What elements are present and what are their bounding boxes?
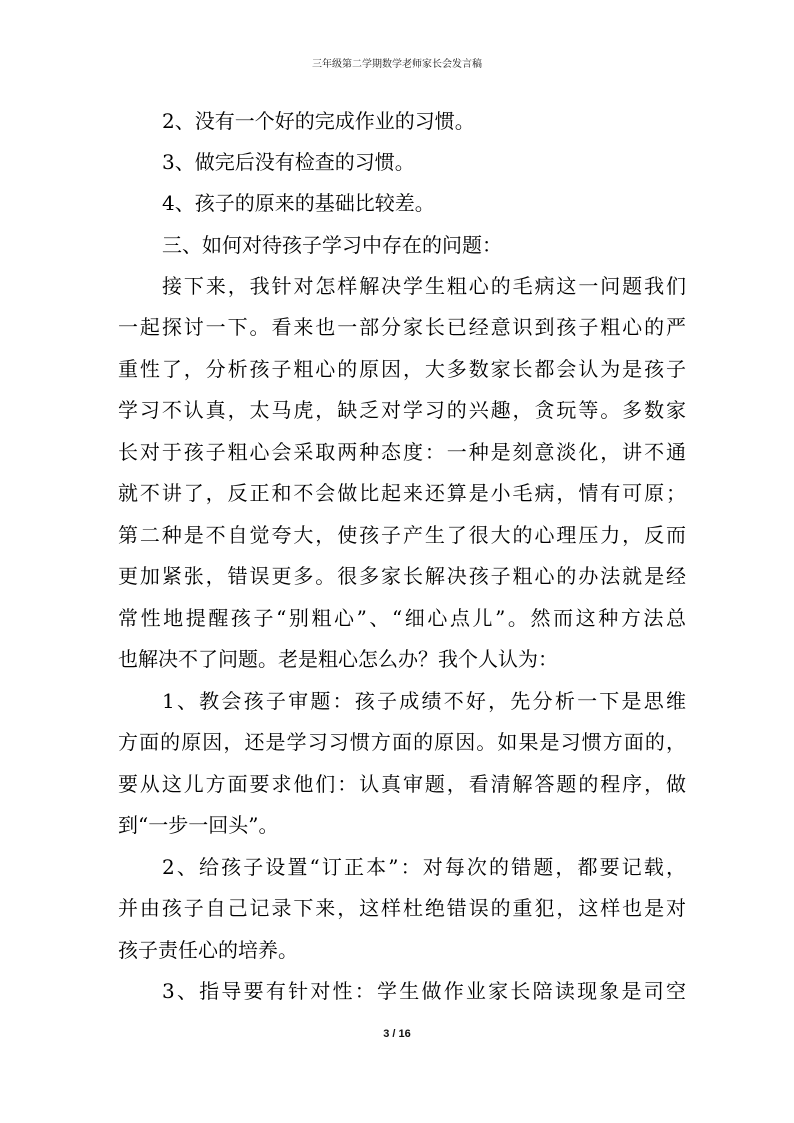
body-line-20: 并由孩子自己记录下来，这样杜绝错误的重犯，这样也是对 xyxy=(118,896,686,920)
body-line-14: 也解决不了问题。老是粗心怎么办？我个人认为： xyxy=(118,647,558,671)
body-line-22: 3、指导要有针对性：学生做作业家长陪读现象是司空 xyxy=(162,979,686,1003)
body-line-12: 更加紧张，错误更多。很多家长解决孩子粗心的办法就是经 xyxy=(118,564,686,588)
body-line-13: 常性地提醒孩子“别粗心”、“细心点儿”。然而这种方法总 xyxy=(118,606,686,630)
body-line-17: 要从这儿方面要求他们：认真审题，看清解答题的程序，做 xyxy=(118,772,686,796)
body-line-16: 方面的原因，还是学习习惯方面的原因。如果是习惯方面的， xyxy=(118,730,686,754)
body-line-18: 到“一步一回头”。 xyxy=(118,813,279,837)
body-line-9: 长对于孩子粗心会采取两种态度：一种是刻意淡化，讲不通 xyxy=(118,440,686,464)
page-header: 三年级第二学期数学老师家长会发言稿 xyxy=(312,59,482,70)
body-line-6: 一起探讨一下。看来也一部分家长已经意识到孩子粗心的严 xyxy=(118,315,686,339)
body-line-19: 2、给孩子设置“订正本”：对每次的错题，都要记载， xyxy=(162,855,686,879)
page-number: 3 / 16 xyxy=(383,1028,411,1040)
body-line-3: 4、孩子的原来的基础比较差。 xyxy=(162,191,435,215)
body-line-1: 2、没有一个好的完成作业的习惯。 xyxy=(162,109,475,133)
body-line-2: 3、做完后没有检查的习惯。 xyxy=(162,150,415,174)
body-line-11: 第二种是不自觉夸大，使孩子产生了很大的心理压力，反而 xyxy=(118,523,686,547)
body-line-21: 孩子责任心的培养。 xyxy=(118,938,298,962)
body-line-15: 1、教会孩子审题：孩子成绩不好，先分析一下是思维 xyxy=(162,689,686,713)
body-line-8: 学习不认真，太马虎，缺乏对学习的兴趣，贪玩等。多数家 xyxy=(118,398,686,422)
body-line-5: 接下来，我针对怎样解决学生粗心的毛病这一问题我们 xyxy=(162,274,686,298)
body-line-7: 重性了，分析孩子粗心的原因，大多数家长都会认为是孩子 xyxy=(118,357,686,381)
section-heading: 三、如何对待孩子学习中存在的问题： xyxy=(162,233,502,257)
body-line-10: 就不讲了，反正和不会做比起来还算是小毛病，情有可原； xyxy=(118,481,686,505)
